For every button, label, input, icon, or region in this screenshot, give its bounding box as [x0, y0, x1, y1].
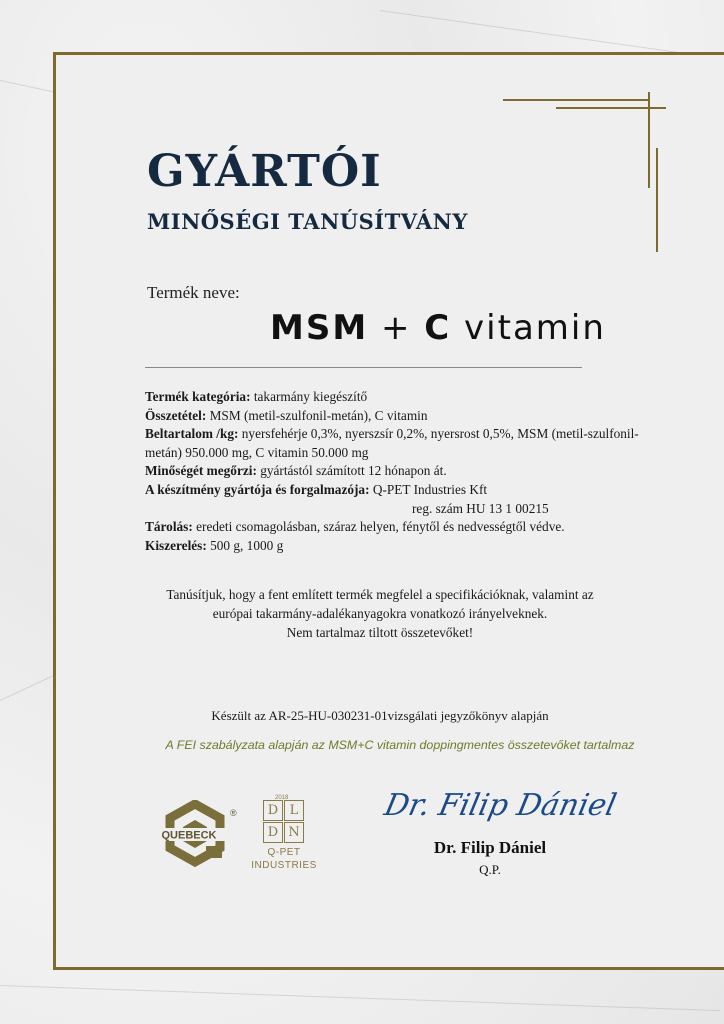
quebeck-logo-text: QUEBECK [161, 829, 217, 842]
detail-manufacturer: A készítmény gyártója és forgalmazója: Q-PET Industries Kft [145, 481, 488, 497]
statement-line: Nem tartalmaz tiltott összetevőket! [286, 625, 474, 640]
marble-vein [0, 675, 55, 701]
registered-mark: ® [230, 808, 237, 818]
fei-note: A FEI szabályzata alapján az MSM+C vitamin doppingmentes összetevőket tartalmaz [165, 738, 635, 752]
signatory-title: Q.P. [479, 862, 501, 877]
qpet-industries: INDUSTRIES [251, 860, 317, 871]
qpet-letter: D [263, 822, 283, 843]
handwritten-signature: Dr. Filip Dániel [381, 788, 620, 823]
certificate-subtitle: MINŐSÉGI TANÚSÍTVÁNY [147, 209, 468, 234]
qpet-letter: N [284, 822, 304, 843]
qpet-name: Q-PET [267, 847, 301, 858]
marble-vein [0, 985, 720, 1011]
corner-ornament [503, 99, 650, 101]
detail-registration: reg. szám HU 13 1 00215 [412, 500, 549, 516]
detail-shelf-life: Minőségét megőrzi: gyártástól számított 12 hónapon át. [145, 463, 447, 479]
product-name-part: MSM [270, 308, 369, 348]
qpet-letter: D [263, 800, 283, 821]
detail-category: Termék kategória: takarmány kiegészítő [145, 389, 368, 404]
product-name-part: vitamin [464, 308, 606, 348]
detail-storage: Tárolás: eredeti csomagolásban, száraz helyen, fénytől és nedvességtől védve. [145, 519, 565, 535]
product-name [270, 308, 606, 348]
corner-ornament [656, 148, 658, 252]
product-details [145, 388, 665, 555]
qpet-logo-icon [251, 795, 322, 878]
detail-packaging: Kiszerelés: 500 g, 1000 g [145, 537, 284, 553]
product-name-label: Termék neve: [147, 283, 240, 302]
corner-ornament [648, 92, 650, 188]
divider [145, 367, 582, 368]
quebeck-logo-icon [150, 800, 240, 870]
compliance-statement [120, 585, 640, 642]
certificate-title: GYÁRTÓI [147, 146, 382, 197]
statement-line: Tanúsítjuk, hogy a fent említett termék megfelel a specifikációknak, valamint az [166, 587, 594, 602]
protocol-reference: Készült az AR-25-HU-030231-01vizsgálati jegyzőkönyv alapján [211, 708, 549, 723]
product-name-part: C [424, 308, 452, 348]
qpet-year: 2018 [275, 795, 289, 801]
detail-content: Beltartalom /kg: nyersfehérje 0,3%, nyerszsír 0,2%, nyersrost 0,5%, MSM (metil-szulfonil-metán) 950.000 mg, C vitamin 50.000 mg [145, 426, 639, 460]
qpet-monogram [263, 798, 305, 842]
detail-composition: Összetétel: MSM (metil-szulfonil-metán), C vitamin [145, 407, 428, 423]
signatory-name: Dr. Filip Dániel [433, 838, 547, 857]
product-name-part: + [380, 308, 412, 348]
qpet-letter: L [284, 800, 304, 821]
statement-line: európai takarmány-adalékanyagokra vonatkozó irányelveknek. [212, 606, 548, 621]
